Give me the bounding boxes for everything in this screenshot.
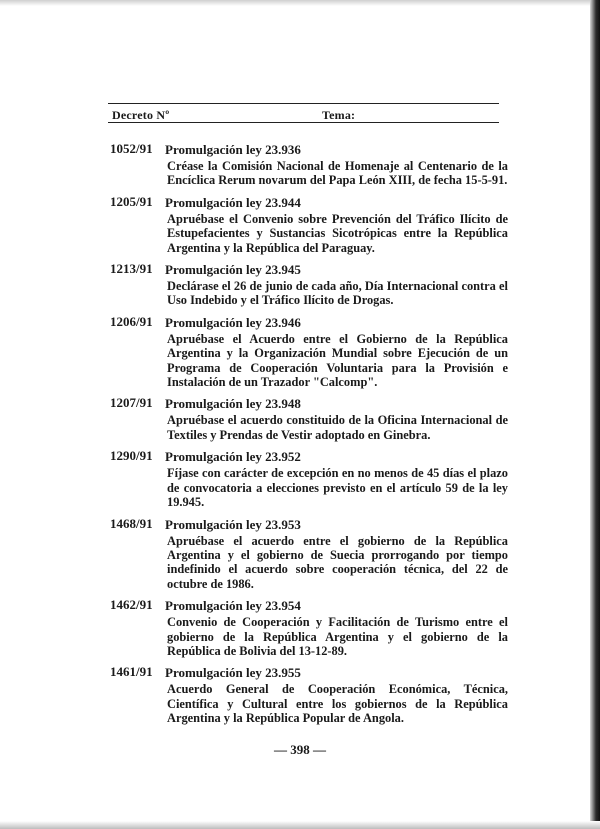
decree-body bbox=[165, 516, 508, 592]
header-rule-bottom bbox=[108, 122, 499, 123]
decree-entry bbox=[110, 516, 508, 592]
decree-number: 1205/91 bbox=[110, 193, 153, 209]
decree-entry-row bbox=[110, 516, 508, 592]
decree-body bbox=[165, 597, 508, 658]
law-description: Apruébase el Convenio sobre Prevención del Tráfico Ilícito de Estupefacientes y Sustancias Sicotrópicas entre la República Argentina y la República del Paraguay. bbox=[167, 211, 508, 255]
law-description: Fíjase con carácter de excepción en no menos de 45 días el plazo de convocatoria a elecciones previsto en el artículo 59 de la ley 19.945. bbox=[167, 466, 508, 510]
header-decreto-label: Decreto Nº bbox=[112, 108, 170, 122]
law-description: Créase la Comisión Nacional de Homenaje al Centenario de la Encíclica Rerum novarum del Papa León XIII, de fecha 15-5-91. bbox=[167, 159, 508, 188]
page-edge-top bbox=[0, 0, 600, 6]
decree-number: 1290/91 bbox=[110, 448, 153, 464]
decree-entry-row bbox=[110, 597, 508, 658]
decree-number: 1461/91 bbox=[110, 664, 153, 680]
decree-entry bbox=[110, 141, 508, 188]
decree-body bbox=[165, 448, 508, 509]
decree-entry-row bbox=[110, 261, 508, 308]
decree-body bbox=[165, 395, 508, 442]
header-tema-label: Tema: bbox=[322, 108, 356, 122]
decree-body bbox=[165, 261, 508, 308]
decree-number: 1207/91 bbox=[110, 395, 153, 411]
decree-entry-row bbox=[110, 664, 508, 725]
decree-entry-row bbox=[110, 448, 508, 509]
decree-body bbox=[165, 194, 508, 255]
header-rule-top bbox=[108, 103, 499, 104]
decree-entry bbox=[110, 395, 508, 442]
decree-number: 1052/91 bbox=[110, 141, 153, 156]
decree-entry bbox=[110, 314, 508, 390]
decree-number: 1213/91 bbox=[110, 261, 153, 277]
decree-entry bbox=[110, 261, 508, 308]
page-number: — 398 — bbox=[274, 742, 326, 757]
law-title: Promulgación ley 23.936 bbox=[165, 142, 301, 157]
law-description: Acuerdo General de Cooperación Económica, Técnica, Científica y Cultural entre los gobiernos de la República Argentina y la República Popular de Angola. bbox=[167, 682, 508, 726]
law-title: Promulgación ley 23.952 bbox=[165, 449, 301, 465]
decree-entry-row bbox=[110, 194, 508, 255]
decree-entry-row bbox=[110, 314, 508, 390]
decree-number: 1206/91 bbox=[110, 313, 153, 329]
page-edge-bottom bbox=[0, 821, 600, 829]
law-title: Promulgación ley 23.945 bbox=[165, 262, 301, 278]
decree-body bbox=[165, 141, 508, 188]
decree-list bbox=[110, 141, 508, 732]
decree-entry bbox=[110, 194, 508, 255]
law-title: Promulgación ley 23.955 bbox=[165, 665, 301, 681]
law-title: Promulgación ley 23.954 bbox=[165, 598, 301, 614]
law-description: Declárase el 26 de junio de cada año, Día Internacional contra el Uso Indebido y el Tráfico Ilícito de Drogas. bbox=[167, 279, 508, 308]
decree-body bbox=[165, 314, 508, 390]
law-title: Promulgación ley 23.953 bbox=[165, 516, 301, 532]
law-description: Apruébase el acuerdo entre el gobierno de la República Argentina y el gobierno de Suecia prorrogando por tiempo indefinido el acuerdo sobre cooperación técnica, del 22 de octubre de 1986. bbox=[167, 533, 508, 591]
decree-number: 1462/91 bbox=[110, 597, 153, 613]
law-description: Convenio de Cooperación y Facilitación de Turismo entre el gobierno de la República Argentina y el gobierno de la República de Bolivia del 13-12-89. bbox=[167, 615, 508, 658]
law-title: Promulgación ley 23.948 bbox=[165, 396, 301, 412]
page-edge-right bbox=[590, 0, 600, 829]
decree-body bbox=[165, 664, 508, 725]
decree-entry bbox=[110, 664, 508, 725]
decree-entry bbox=[110, 597, 508, 658]
decree-entry bbox=[110, 448, 508, 509]
law-description: Apruébase el Acuerdo entre el Gobierno de la República Argentina y la Organización Mundial sobre Ejecución de un Programa de Cooperación Voluntaria para la Provisión e Instalación de un Trazador "Calcomp". bbox=[167, 331, 508, 390]
law-title: Promulgación ley 23.946 bbox=[165, 314, 301, 330]
decree-number: 1468/91 bbox=[110, 515, 153, 531]
law-title: Promulgación ley 23.944 bbox=[165, 194, 301, 210]
decree-entry-row bbox=[110, 141, 508, 188]
law-description: Apruébase el acuerdo constituido de la Oficina Internacional de Textiles y Prendas de Vestir adoptado en Ginebra. bbox=[167, 413, 508, 442]
decree-entry-row bbox=[110, 395, 508, 442]
